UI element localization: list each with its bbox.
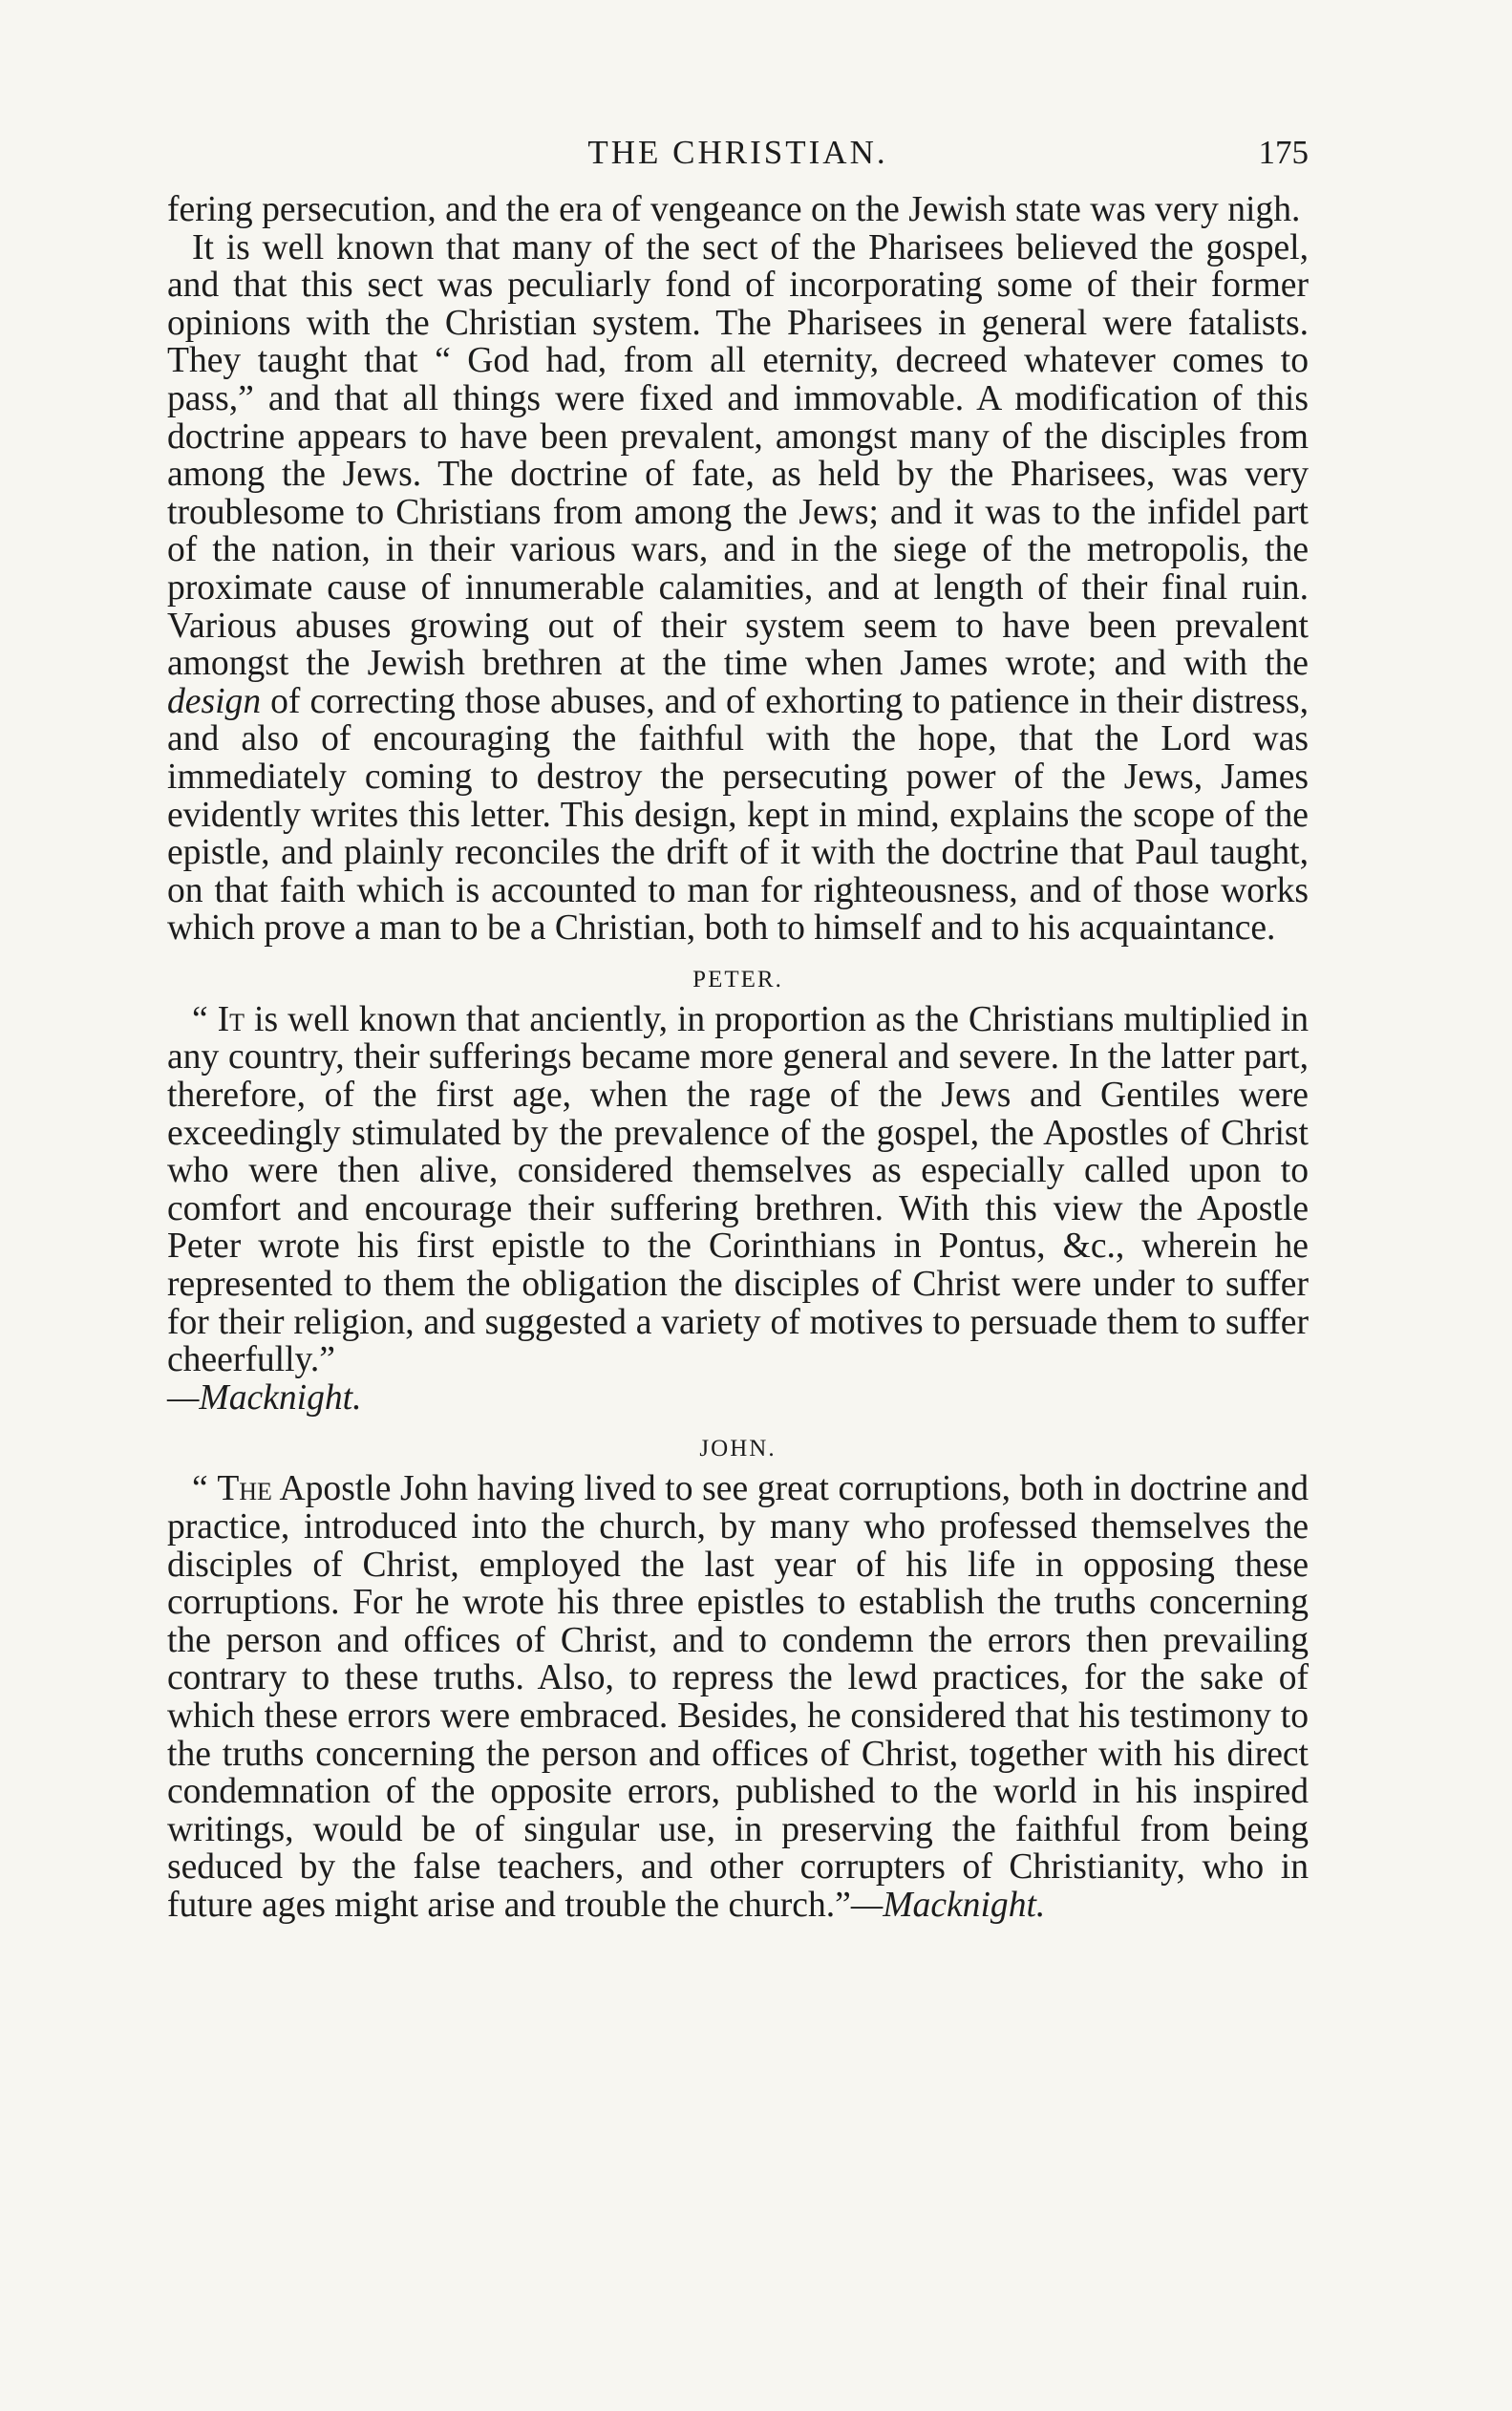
page-number: 175: [1258, 134, 1309, 171]
peter-first-word: It: [217, 999, 245, 1039]
section-heading-john: JOHN.: [699, 1436, 777, 1462]
john-first-word: The: [217, 1469, 272, 1509]
peter-text: is well known that anciently, in proportion as the Christians multiplied in any country, their sufferings became more general and severe. In the latter part, therefore, of the first age, when the rage of the Jews and Gentiles were exceedingly stimulated by the prevalence of the gospel, the Apostles of Christ who were then alive, considered themselves as especially called upon to comfort and encourage their suffering brethren. With this view the Apostle Peter wrote his first epistle to the Corinthians in Pontus, &c., wherein he represented to them the obligation the disciples of Christ were under to suffer for their religion, and suggested a variety of motives to persuade them to suffer cheerfully.”: [167, 999, 1309, 1380]
john-text: Apostle John having lived to see great corruptions, both in doctrine and practice, introduced into the church, by many who professed themselves the disciples of Christ, employed the last year of his life in opposing these corruptions. For he wrote his three epistles to establish the truths concerning the person and offices of Christ, and to condemn the errors then prevailing contrary to these truths. Also, to repress the lewd practices, for the sake of which these errors were embraced. Besides, he considered that his testimony to the truths concerning the person and offices of Christ, together with his direct condemnation of the opposite errors, published to the world in his inspired writings, would be of singular use, in preserving the faithful from being seduced by the false teachers, and other corrupters of Christianity, who in future ages might arise and trouble the church.”: [167, 1469, 1309, 1925]
section-heading-peter: PETER.: [692, 966, 783, 992]
peter-citation: —Macknight.: [167, 1377, 362, 1418]
page-header: [167, 134, 1309, 191]
continued-text: fering persecution, and the era of vengeance on the Jewish state was very nigh.: [167, 190, 1301, 229]
book-page: [167, 134, 1309, 1925]
emphasis-design: design: [167, 681, 262, 721]
continued-paragraph: [167, 191, 1309, 229]
pharisees-text-a: It is well known that many of the sect of the Pharisees believed the gospel, and that this sect was peculiarly fond of incorporating some of their former opinions with the Christian system. The Pharisees in general were fatalists. They taught that “ God had, from all eternity, decreed whatever comes to pass,” and that all things were fixed and immovable. A modification of this doctrine appears to have been prevalent, amongst many of the disciples from among the Jews. The doctrine of fate, as held by the Pharisees, was very troublesome to Christians from among the Jews; and it was to the infidel part of the nation, in their various wars, and in the siege of the metropolis, the proximate cause of innumerable calamities, and at length of their final ruin. Various abuses growing out of their system seem to have been prevalent amongst the Jewish brethren at the time when James wrote; and with the: [167, 227, 1309, 684]
running-title: THE CHRISTIAN.: [587, 134, 888, 171]
peter-paragraph: [167, 1001, 1309, 1418]
john-paragraph: [167, 1470, 1309, 1924]
peter-open-quote: “: [192, 999, 218, 1039]
john-citation: —Macknight.: [850, 1885, 1046, 1925]
pharisees-text-b: of correcting those abuses, and of exhorting to patience in their distress, and also of encouraging the faithful with the hope, that the Lord was immediately coming to destroy the persecuting power of the Jews, James evidently writes this letter. This design, kept in mind, explains the scope of the epistle, and plainly reconciles the drift of it with the doctrine that Paul taught, on that faith which is accounted to man for righteousness, and of those works which prove a man to be a Christian, both to himself and to his acquaintance.: [167, 681, 1309, 949]
pharisees-paragraph: [167, 229, 1309, 948]
john-open-quote: “: [192, 1469, 218, 1509]
